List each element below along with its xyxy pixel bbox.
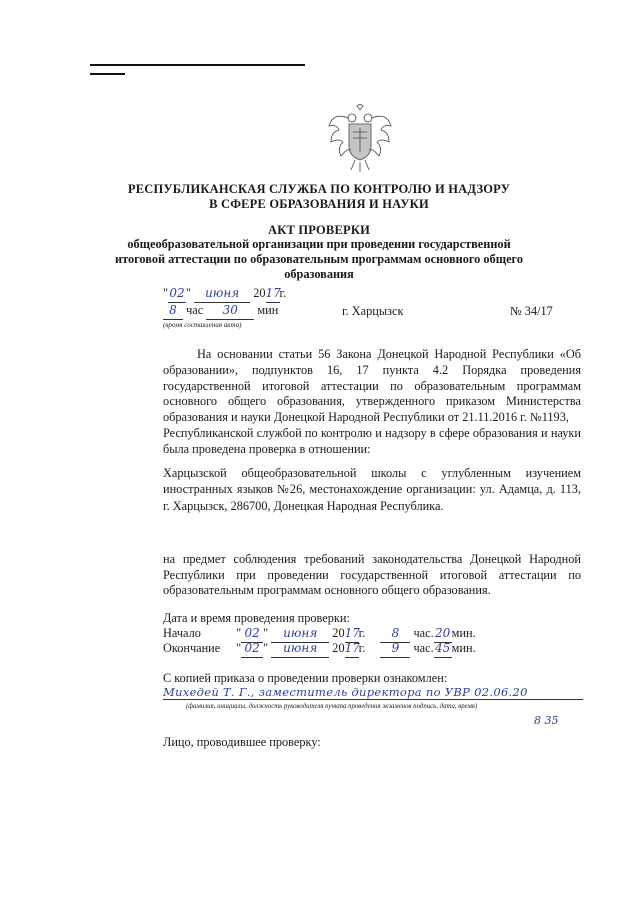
body-paragraph-subject: на предмет соблюдения требований законодательства Донецкой Народной Республики при проведении государственной итоговой аттестации по образовательным программам основного общего образования. (163, 552, 581, 597)
act-hour-label: час (186, 303, 204, 317)
start-hour: 8 (380, 626, 410, 643)
start-minute: 20 (434, 626, 452, 643)
inspection-heading: Дата и время проведения проверки: (163, 611, 350, 625)
end-year: 17 (345, 641, 359, 658)
act-date-day: 02 (168, 286, 186, 303)
top-rule-short (90, 73, 125, 75)
end-day: 02 (241, 641, 263, 658)
subtitle-line-1: общеобразовательной организации при проведении государственной (127, 237, 511, 251)
end-hour: 9 (380, 641, 410, 658)
act-city: г. Харцызск (342, 304, 404, 318)
inspection-end-row: Окончание " 02 " июня 2017г. 9 час.45мин. (163, 641, 476, 658)
end-month: июня (271, 641, 329, 658)
start-hour-label: час. (413, 626, 434, 640)
start-day: 02 (241, 626, 263, 643)
act-hour: 8 (163, 303, 183, 320)
inspection-start-row: Начало " 02 " июня 2017г. 8 час.20мин. (163, 626, 476, 643)
subtitle-line-2: итоговой аттестации по образовательным программам основного общего (115, 252, 523, 266)
acknowledgment-handwritten: Михедей Т. Г., заместитель директора по УВР 02.06.20 (163, 685, 583, 700)
act-time-row (163, 303, 278, 320)
act-minute-label: мин (257, 303, 279, 317)
inspection-end-label: Окончание (163, 641, 221, 655)
act-title: АКТ ПРОВЕРКИ (267, 223, 371, 237)
end-year-prefix: 20 (332, 641, 345, 655)
act-time-caption: (время составления акта) (163, 321, 242, 329)
act-date-year: 17 (266, 286, 280, 303)
act-date-year-prefix: 20 (253, 286, 266, 300)
start-year-prefix: 20 (332, 626, 345, 640)
act-date-row: "02" июня 2017г. (163, 286, 286, 303)
agency-line-2: В СФЕРЕ ОБРАЗОВАНИЯ И НАУКИ (209, 197, 429, 211)
top-rule-long (90, 64, 305, 66)
act-minute: 30 (206, 303, 254, 320)
acknowledgment-caption: (фамилия, инициалы, должность руководителя пункта проведения экзаменов подпись, дата, время) (186, 703, 478, 710)
end-hour-label: час. (413, 641, 434, 655)
acknowledgment-heading: С копией приказа о проведении проверки ознакомлен: (163, 671, 448, 685)
coat-of-arms-emblem (327, 104, 393, 174)
start-month: июня (271, 626, 329, 643)
inspection-start-label: Начало (163, 626, 201, 640)
act-number: № 34/17 (510, 304, 553, 318)
act-date-month: июня (194, 286, 250, 303)
end-year-suffix: г. (358, 641, 366, 655)
start-year-suffix: г. (358, 626, 366, 640)
acknowledgment-time: 8 35 (534, 714, 559, 727)
start-year: 17 (345, 626, 359, 643)
end-minute: 45 (434, 641, 452, 658)
act-date-year-suffix: г. (279, 286, 287, 300)
body-paragraph-basis: На основании статьи 56 Закона Донецкой Народной Республики «Об образовании», подпунктов 16, 17 пункта 4.2 Порядка проведения государственной итоговой аттестации по образовательным программам основного общего образования, утвержденного приказом Министерства образования и науки Донецкой Народной Республики от 21.11.2016 г. №1193, (163, 347, 581, 425)
inspector-label: Лицо, проводившее проверку: (163, 735, 321, 749)
body-paragraph-inspector: Республиканской службой по контролю и надзору в сфере образования и науки была проведена проверка в отношении: (163, 426, 581, 456)
end-minute-label: мин. (451, 641, 476, 655)
agency-line-1: РЕСПУБЛИКАНСКАЯ СЛУЖБА ПО КОНТРОЛЮ И НАДЗОРУ (127, 182, 511, 196)
body-paragraph-organization: Харцызской общеобразовательной школы с углубленным изучением иностранных языков №26, местонахождение организации: ул. Адамца, д. 113, г. Харцызск, 286700, Донецкая Народная Республика. (163, 466, 581, 513)
subtitle-line-3: образования (284, 267, 354, 281)
start-minute-label: мин. (451, 626, 476, 640)
